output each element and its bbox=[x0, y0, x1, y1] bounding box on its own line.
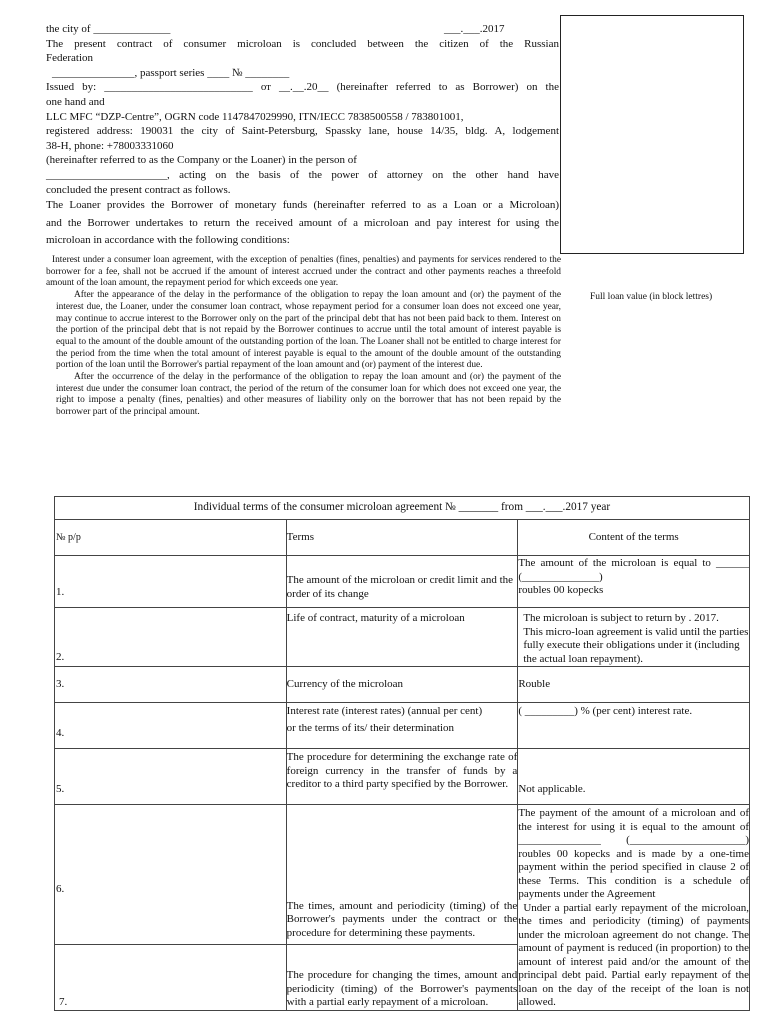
loaner-line-2: and the Borrower undertakes to return the received amount of a microloan and pay interest for using the bbox=[46, 216, 559, 229]
passport-line: _______________, passport series ____ № ________ bbox=[52, 66, 290, 79]
contract-header bbox=[46, 22, 559, 250]
table-row bbox=[55, 667, 750, 703]
term-cell: The times, amount and periodicity (timing) of the Borrower's payments under the contract or the procedure for determining these payments. bbox=[286, 805, 518, 945]
contract-intro-line-2: Federation bbox=[46, 52, 94, 65]
col-num-header: № p/p bbox=[55, 520, 287, 556]
content-cell: The payment of the amount of a microloan and of the interest for using it is equal to the amount of _______________ (_____________________) roubles 00 kopecks and is made by a one-time payment within the period specified in clause 2 of these Terms. This condition is a schedule of payments under the Agreement Under a partial early repayment of the microloan, the times and periodicity (timing) of payments under the microloan agreement do not change. The amount of payment is reduced (in proportion) to the amount of interest paid and/or the amount of the principal debt paid. Partial early repayment of the loan on the day of the receipt of the loan is not allowed. bbox=[518, 805, 750, 1011]
row-number: 5. bbox=[55, 749, 287, 805]
company-ref-line: (hereinafter referred to as the Company or the Loaner) in the person of bbox=[46, 154, 357, 167]
conditions-block bbox=[46, 255, 561, 419]
issued-line-1: Issued by: ___________________________ от __.__.20__ (hereinafter referred to as Borrower) on the bbox=[46, 81, 559, 94]
terms-table bbox=[54, 496, 750, 1011]
content-cell: Not applicable. bbox=[518, 749, 750, 805]
contract-date: ___.___.2017 bbox=[444, 23, 505, 35]
col-content-header: Content of the terms bbox=[518, 520, 750, 556]
table-row bbox=[55, 703, 750, 749]
row-number: 7. bbox=[55, 945, 287, 1010]
table-header-row bbox=[55, 520, 750, 556]
term-cell: The procedure for changing the times, amount and periodicity (timing) of the Borrower's payments with a partial early repayment of a microloan. bbox=[286, 945, 518, 1010]
content-cell: The microloan is subject to return by . 2017. This micro-loan agreement is valid until the parties fully execute their obligations under it (including the actual loan repayment). bbox=[518, 608, 750, 667]
row-number: 6. bbox=[55, 805, 287, 945]
term-cell: The procedure for determining the exchange rate of foreign currency in the transfer of funds by a creditor to a third party specified by the Borrower. bbox=[286, 749, 518, 805]
condition-paragraph-2: After the appearance of the delay in the performance of the obligation to repay the loan amount and (or) the payment of the interest due, the Loaner, under the consumer loan contract, whose repayment period for a consumer loan does not exceed one year, may continue to accrue interest to the Borrower only on the part of the principal debt that has not been paid back to them. Interest on the portion of the principal debt that is not repaid by the Borrower continues to accrue until the total amount of interest payable is equal to the amount of the double amount of the outstanding portion of the loan. The Loaner shall not be entitled to charge interest for the period from the time when the total amount of interest payable is equal to the amount of the double amount of the outstanding portion of the loan until the Borrower's partial repayment of the loan amount and (or) payment of the interest due. bbox=[56, 290, 561, 371]
content-cell: ( _________) % (per cent) interest rate. bbox=[518, 703, 750, 749]
loaner-line-1: The Loaner provides the Borrower of monetary funds (hereinafter referred to as a Loan or a Microloan) bbox=[46, 199, 559, 212]
term-cell: The amount of the microloan or credit limit and the order of its change bbox=[286, 556, 518, 608]
condition-paragraph-3: After the occurrence of the delay in the performance of the obligation to repay the loan amount and (or) the payment of the interest due under the consumer loan contract, the period of the return of the consumer loan for which does not exceed one year, the right to impose a penalty (fines, penalties) and other measures of liability only on the borrower that has not been repaid by the borrower part of the principal amount. bbox=[56, 372, 561, 418]
col-terms-header: Terms bbox=[286, 520, 518, 556]
term-cell: Life of contract, maturity of a microloan bbox=[286, 608, 518, 667]
company-line: LLC MFC “DZP-Centre”, OGRN code 1147847029990, ITN/IECC 7838500558 / 783801001, bbox=[46, 110, 464, 123]
row-number: 4. bbox=[55, 703, 287, 749]
table-row bbox=[55, 556, 750, 608]
row-number: 3. bbox=[55, 667, 287, 703]
loan-value-box bbox=[560, 15, 744, 254]
issued-line-2: one hand and bbox=[46, 95, 105, 108]
concluded-line: concluded the present contract as follows. bbox=[46, 183, 231, 196]
content-cell: Rouble bbox=[518, 667, 750, 703]
table-row bbox=[55, 805, 750, 945]
city-line bbox=[46, 22, 559, 37]
row-number: 2. bbox=[55, 608, 287, 667]
table-row bbox=[55, 749, 750, 805]
table-row bbox=[55, 608, 750, 667]
contract-intro-line-1: The present contract of consumer microloan is concluded between the citizen of the Russian bbox=[46, 37, 559, 50]
table-title: Individual terms of the consumer microloan agreement № _______ from ___.___.2017 year bbox=[55, 497, 750, 520]
address-line-2: 38-H, phone: +78003331060 bbox=[46, 139, 174, 152]
content-cell: The amount of the microloan is equal to ______ (______________) roubles 00 kopecks bbox=[518, 556, 750, 608]
condition-paragraph-1: Interest under a consumer loan agreement, with the exception of penalties (fines, penalties) and payments for services rendered to the borrower for a fee, shall not be accrued if the amount of interest accrued under the contract and other payments reaches a threefold amount of the loan amount, the repayment period for which exceeds one year. bbox=[46, 255, 561, 289]
city-text: the city of ______________ bbox=[46, 23, 171, 35]
term-cell: Interest rate (interest rates) (annual per cent) or the terms of its/ their determination bbox=[286, 703, 518, 749]
row-number: 1. bbox=[55, 556, 287, 608]
address-line-1: registered address: 190031 the city of Saint-Petersburg, Spassky lane, house 14/35, bldg. A, lodgement bbox=[46, 125, 559, 138]
term-cell: Currency of the microloan bbox=[286, 667, 518, 703]
loaner-line-3: microloan in accordance with the following conditions: bbox=[46, 234, 290, 247]
full-loan-label: Full loan value (in block lettres) bbox=[590, 292, 713, 302]
acting-line: ______________________, acting on the basis of the power of attorney on the other hand have bbox=[46, 168, 559, 181]
